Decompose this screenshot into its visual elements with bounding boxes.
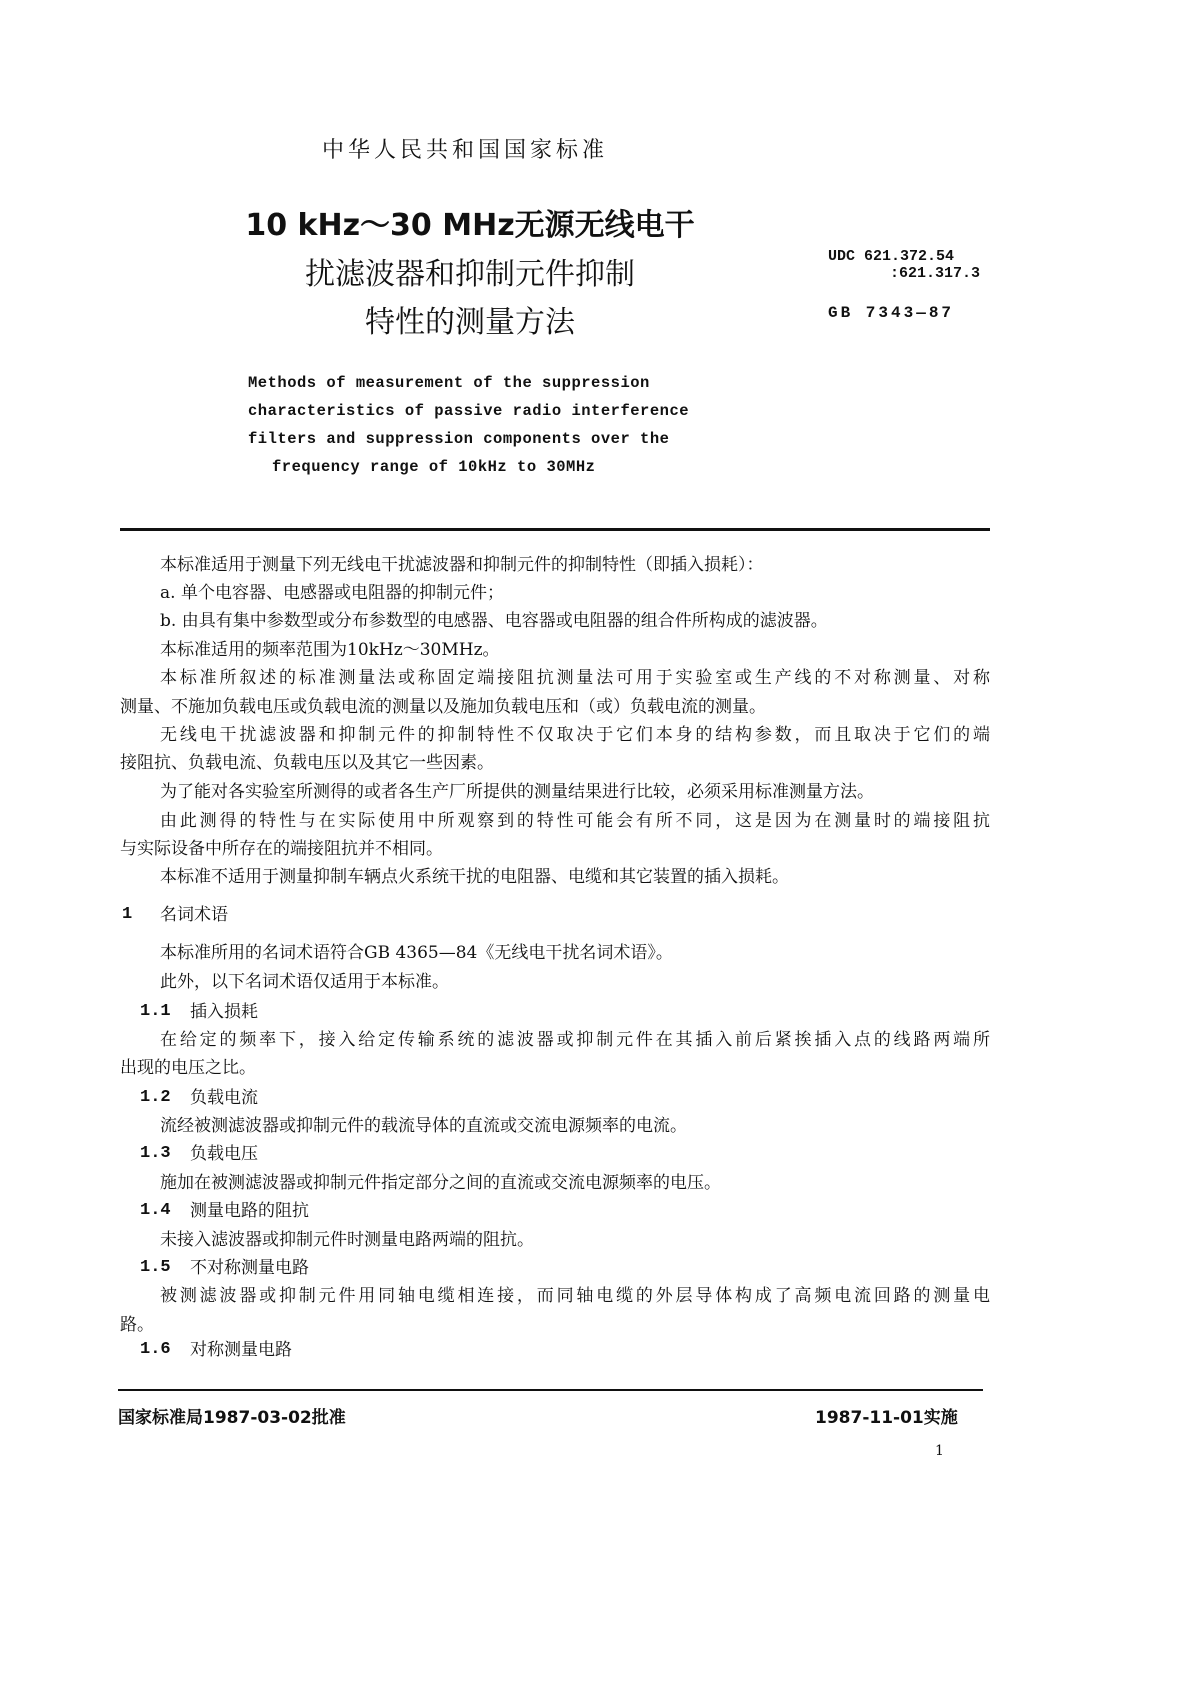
- term-title: 插入损耗: [190, 1002, 258, 1022]
- body-line: 测量、不施加负载电压或负载电流的测量以及施加负载电压和（或）负载电流的测量。: [120, 697, 766, 717]
- udc-code: UDC 621.372.54: [828, 248, 955, 265]
- body-line: 本标准所叙述的标准测量法或称固定端接阻抗测量法可用于实验室或生产线的不对称测量、对称: [160, 668, 990, 688]
- english-title-1: Methods of measurement of the suppression: [248, 374, 650, 392]
- term-number: 1.1: [140, 1002, 171, 1021]
- approval-date: 国家标准局1987-03-02批准: [118, 1408, 346, 1428]
- body-line: 为了能对各实验室所测得的或者各生产厂所提供的测量结果进行比较，必须采用标准测量方法。: [160, 782, 874, 802]
- term-title: 测量电路的阻抗: [190, 1201, 309, 1221]
- page-number: 1: [935, 1443, 944, 1459]
- term-def: 出现的电压之比。: [120, 1058, 256, 1078]
- term-number: 1.4: [140, 1201, 171, 1220]
- term-title: 不对称测量电路: [190, 1258, 309, 1278]
- footer-rule: [118, 1389, 983, 1391]
- header-rule: [120, 528, 990, 531]
- body-line: a. 单个电容器、电感器或电阻器的抑制元件；: [160, 583, 504, 603]
- term-number: 1.6: [140, 1340, 171, 1359]
- title-line-2: 扰滤波器和抑制元件抑制: [305, 257, 635, 292]
- term-title: 对称测量电路: [190, 1340, 292, 1360]
- title-line-3: 特性的测量方法: [365, 305, 575, 340]
- term-def: 施加在被测滤波器或抑制元件指定部分之间的直流或交流电源频率的电压。: [160, 1173, 721, 1193]
- body-line: 本标准所用的名词术语符合GB 4365—84《无线电干扰名词术语》。: [160, 943, 673, 963]
- term-def: 未接入滤波器或抑制元件时测量电路两端的阻抗。: [160, 1230, 534, 1250]
- term-title: 负载电流: [190, 1088, 258, 1108]
- term-number: 1.5: [140, 1258, 171, 1277]
- term-def: 被测滤波器或抑制元件用同轴电缆相连接，而同轴电缆的外层导体构成了高频电流回路的测量电: [160, 1286, 990, 1306]
- body-line: 本标准不适用于测量抑制车辆点火系统干扰的电阻器、电缆和其它装置的插入损耗。: [160, 867, 789, 887]
- term-def: 路。: [120, 1315, 154, 1335]
- term-def: 在给定的频率下，接入给定传输系统的滤波器或抑制元件在其插入前后紧挨插入点的线路两端所: [160, 1030, 990, 1050]
- body-line: 接阻抗、负载电流、负载电压以及其它一些因素。: [120, 753, 494, 773]
- body-line: 本标准适用于测量下列无线电干扰滤波器和抑制元件的抑制特性（即插入损耗）：: [160, 555, 764, 575]
- section-number: 1: [122, 905, 133, 924]
- body-line: b. 由具有集中参数型或分布参数型的电感器、电容器或电阻器的组合件所构成的滤波器。: [160, 611, 828, 631]
- english-title-2: characteristics of passive radio interference: [248, 402, 690, 420]
- term-def: 流经被测滤波器或抑制元件的载流导体的直流或交流电源频率的电流。: [160, 1116, 687, 1136]
- term-title: 负载电压: [190, 1144, 258, 1164]
- term-number: 1.2: [140, 1088, 171, 1107]
- body-line: 本标准适用的频率范围为10kHz～30MHz。: [160, 640, 500, 660]
- english-title-4: frequency range of 10kHz to 30MHz: [272, 458, 596, 476]
- term-number: 1.3: [140, 1144, 171, 1163]
- english-title-3: filters and suppression components over the: [248, 430, 670, 448]
- effective-date: 1987-11-01实施: [815, 1408, 958, 1428]
- udc-code-2: :621.317.3: [890, 265, 981, 282]
- section-title: 名词术语: [160, 905, 228, 925]
- standard-header: 中华人民共和国国家标准: [322, 138, 609, 163]
- title-line-1: 10 kHz～30 MHz无源无线电干: [245, 208, 695, 243]
- body-line: 与实际设备中所存在的端接阻抗并不相同。: [120, 839, 443, 859]
- body-line: 由此测得的特性与在实际使用中所观察到的特性可能会有所不同，这是因为在测量时的端接阻抗: [160, 811, 990, 831]
- body-line: 无线电干扰滤波器和抑制元件的抑制特性不仅取决于它们本身的结构参数，而且取决于它们的端: [160, 725, 990, 745]
- body-line: 此外，以下名词术语仅适用于本标准。: [160, 972, 449, 992]
- gb-number: GB 7343—87: [828, 304, 955, 322]
